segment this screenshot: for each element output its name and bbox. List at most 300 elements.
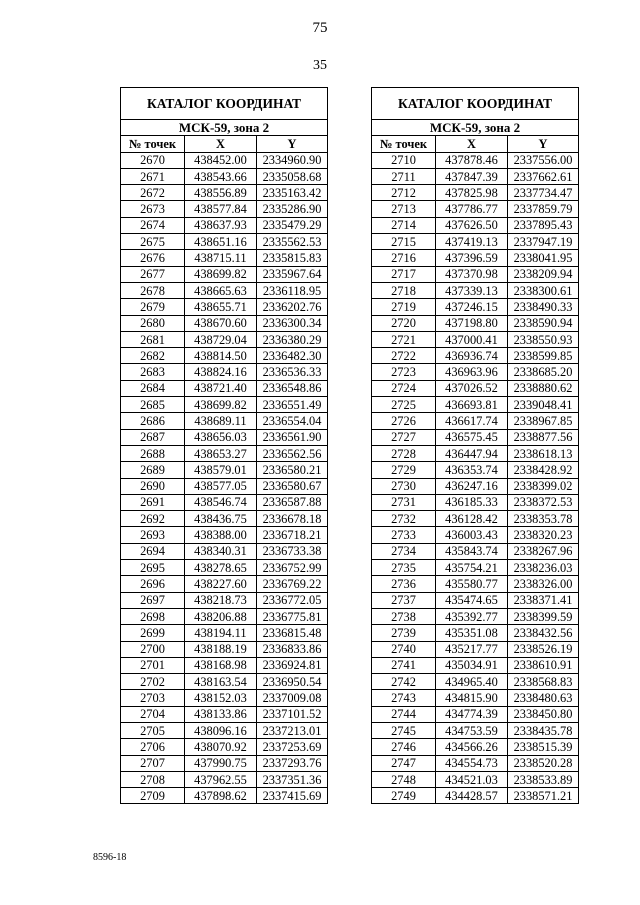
cell-point-number: 2702 [121, 674, 185, 690]
table-row [121, 690, 328, 706]
table-row [372, 331, 579, 347]
cell-point-number: 2715 [372, 234, 436, 250]
cell-point-number: 2706 [121, 739, 185, 755]
cell-y: 2338209.94 [508, 266, 579, 282]
cell-point-number: 2732 [372, 511, 436, 527]
cell-y: 2338571.21 [508, 788, 579, 804]
footer-code: 8596-18 [93, 852, 127, 863]
header-y: Y [508, 136, 579, 152]
cell-point-number: 2695 [121, 560, 185, 576]
cell-point-number: 2735 [372, 560, 436, 576]
cell-x: 438556.89 [185, 185, 257, 201]
table-row [121, 413, 328, 429]
table-row [372, 315, 579, 331]
cell-y: 2337556.00 [508, 152, 579, 168]
cell-x: 434521.03 [436, 771, 508, 787]
cell-x: 438577.05 [185, 478, 257, 494]
catalog-subtitle: МСК-59, зона 2 [372, 120, 579, 136]
cell-point-number: 2692 [121, 511, 185, 527]
cell-x: 437962.55 [185, 771, 257, 787]
cell-y: 2336300.34 [257, 315, 328, 331]
cell-x: 438814.50 [185, 348, 257, 364]
cell-y: 2336551.49 [257, 397, 328, 413]
cell-point-number: 2718 [372, 282, 436, 298]
table-row [372, 592, 579, 608]
table-row [372, 755, 579, 771]
cell-point-number: 2679 [121, 299, 185, 315]
cell-x: 437786.77 [436, 201, 508, 217]
table-row [121, 771, 328, 787]
cell-y: 2337662.61 [508, 168, 579, 184]
cell-point-number: 2670 [121, 152, 185, 168]
table-row [121, 478, 328, 494]
cell-x: 438168.98 [185, 657, 257, 673]
cell-x: 435392.77 [436, 608, 508, 624]
cell-x: 438670.60 [185, 315, 257, 331]
cell-point-number: 2687 [121, 429, 185, 445]
cell-point-number: 2689 [121, 462, 185, 478]
table-row [121, 168, 328, 184]
cell-x: 437370.98 [436, 266, 508, 282]
cell-x: 438689.11 [185, 413, 257, 429]
cell-y: 2337859.79 [508, 201, 579, 217]
table-row [121, 674, 328, 690]
table-row [372, 478, 579, 494]
header-x: X [436, 136, 508, 152]
table-row [372, 185, 579, 201]
cell-point-number: 2739 [372, 625, 436, 641]
cell-y: 2336733.38 [257, 543, 328, 559]
coordinate-catalog-table-left [120, 87, 328, 804]
table-row [121, 641, 328, 657]
cell-x: 437898.62 [185, 788, 257, 804]
cell-point-number: 2703 [121, 690, 185, 706]
cell-point-number: 2705 [121, 722, 185, 738]
cell-x: 438665.63 [185, 282, 257, 298]
cell-x: 437847.39 [436, 168, 508, 184]
cell-x: 438637.93 [185, 217, 257, 233]
cell-point-number: 2721 [372, 331, 436, 347]
table-row [121, 706, 328, 722]
cell-point-number: 2710 [372, 152, 436, 168]
table-row [372, 429, 579, 445]
cell-point-number: 2746 [372, 739, 436, 755]
cell-point-number: 2730 [372, 478, 436, 494]
cell-y: 2335815.83 [257, 250, 328, 266]
cell-x: 438824.16 [185, 364, 257, 380]
cell-y: 2335286.90 [257, 201, 328, 217]
cell-y: 2335967.64 [257, 266, 328, 282]
cell-point-number: 2733 [372, 527, 436, 543]
table-row [121, 445, 328, 461]
cell-y: 2336950.54 [257, 674, 328, 690]
cell-x: 435843.74 [436, 543, 508, 559]
table-row [121, 560, 328, 576]
table-row [121, 315, 328, 331]
cell-x: 435217.77 [436, 641, 508, 657]
sub-page-number: 35 [313, 58, 327, 73]
table-row [372, 217, 579, 233]
cell-x: 434566.26 [436, 739, 508, 755]
cell-x: 438715.11 [185, 250, 257, 266]
table-row [121, 380, 328, 396]
cell-point-number: 2745 [372, 722, 436, 738]
cell-y: 2338877.56 [508, 429, 579, 445]
cell-y: 2338568.83 [508, 674, 579, 690]
cell-point-number: 2672 [121, 185, 185, 201]
cell-point-number: 2690 [121, 478, 185, 494]
cell-point-number: 2698 [121, 608, 185, 624]
table-row [372, 625, 579, 641]
cell-y: 2336380.29 [257, 331, 328, 347]
cell-point-number: 2677 [121, 266, 185, 282]
table-row [372, 397, 579, 413]
table-row [372, 690, 579, 706]
cell-y: 2336482.30 [257, 348, 328, 364]
cell-x: 438699.82 [185, 266, 257, 282]
cell-y: 2335058.68 [257, 168, 328, 184]
cell-y: 2335479.29 [257, 217, 328, 233]
cell-x: 437825.98 [436, 185, 508, 201]
cell-y: 2338618.13 [508, 445, 579, 461]
cell-point-number: 2723 [372, 364, 436, 380]
cell-point-number: 2686 [121, 413, 185, 429]
cell-x: 438188.19 [185, 641, 257, 657]
cell-y: 2336562.56 [257, 445, 328, 461]
cell-x: 437246.15 [436, 299, 508, 315]
table-row [372, 299, 579, 315]
cell-y: 2338550.93 [508, 331, 579, 347]
cell-y: 2338610.91 [508, 657, 579, 673]
table-row [372, 576, 579, 592]
table-row [121, 397, 328, 413]
table-row [372, 364, 579, 380]
cell-point-number: 2738 [372, 608, 436, 624]
table-row [372, 250, 579, 266]
cell-y: 2338267.96 [508, 543, 579, 559]
table-row [121, 234, 328, 250]
cell-point-number: 2747 [372, 755, 436, 771]
cell-point-number: 2728 [372, 445, 436, 461]
cell-y: 2336752.99 [257, 560, 328, 576]
cell-point-number: 2699 [121, 625, 185, 641]
cell-y: 2334960.90 [257, 152, 328, 168]
cell-x: 438206.88 [185, 608, 257, 624]
cell-x: 438227.60 [185, 576, 257, 592]
table-row [372, 560, 579, 576]
cell-y: 2337351.36 [257, 771, 328, 787]
cell-y: 2336815.48 [257, 625, 328, 641]
cell-point-number: 2724 [372, 380, 436, 396]
table-row [372, 380, 579, 396]
page-number: 75 [312, 20, 328, 36]
cell-point-number: 2717 [372, 266, 436, 282]
cell-y: 2338399.02 [508, 478, 579, 494]
table-row [121, 511, 328, 527]
cell-x: 438388.00 [185, 527, 257, 543]
table-row [121, 576, 328, 592]
table-row [372, 445, 579, 461]
cell-point-number: 2741 [372, 657, 436, 673]
cell-x: 434428.57 [436, 788, 508, 804]
cell-point-number: 2691 [121, 494, 185, 510]
cell-x: 436575.45 [436, 429, 508, 445]
table-row [121, 152, 328, 168]
cell-point-number: 2744 [372, 706, 436, 722]
cell-point-number: 2676 [121, 250, 185, 266]
table-row [372, 527, 579, 543]
cell-y: 2336536.33 [257, 364, 328, 380]
cell-y: 2338399.59 [508, 608, 579, 624]
cell-y: 2336554.04 [257, 413, 328, 429]
cell-x: 437339.13 [436, 282, 508, 298]
cell-point-number: 2725 [372, 397, 436, 413]
cell-x: 438096.16 [185, 722, 257, 738]
cell-x: 437000.41 [436, 331, 508, 347]
table-row [372, 641, 579, 657]
cell-x: 436447.94 [436, 445, 508, 461]
cell-x: 434774.39 [436, 706, 508, 722]
table-row [372, 234, 579, 250]
table-row [372, 657, 579, 673]
cell-point-number: 2722 [372, 348, 436, 364]
table-row [121, 739, 328, 755]
table-row [121, 755, 328, 771]
table-row [372, 788, 579, 804]
table-row [372, 771, 579, 787]
cell-y: 2337009.08 [257, 690, 328, 706]
table-row [372, 511, 579, 527]
cell-point-number: 2729 [372, 462, 436, 478]
cell-y: 2338967.85 [508, 413, 579, 429]
cell-x: 435754.21 [436, 560, 508, 576]
cell-x: 438133.86 [185, 706, 257, 722]
cell-y: 2336548.86 [257, 380, 328, 396]
cell-y: 2338353.78 [508, 511, 579, 527]
cell-x: 438163.54 [185, 674, 257, 690]
cell-y: 2338041.95 [508, 250, 579, 266]
table-row [372, 674, 579, 690]
cell-point-number: 2740 [372, 641, 436, 657]
cell-x: 437419.13 [436, 234, 508, 250]
cell-y: 2338435.78 [508, 722, 579, 738]
cell-point-number: 2716 [372, 250, 436, 266]
cell-x: 435034.91 [436, 657, 508, 673]
cell-y: 2338590.94 [508, 315, 579, 331]
table-body [372, 152, 579, 804]
cell-point-number: 2726 [372, 413, 436, 429]
cell-x: 436185.33 [436, 494, 508, 510]
table-row [372, 462, 579, 478]
header-y: Y [257, 136, 328, 152]
cell-x: 434815.90 [436, 690, 508, 706]
cell-y: 2338371.41 [508, 592, 579, 608]
cell-x: 437626.50 [436, 217, 508, 233]
cell-point-number: 2675 [121, 234, 185, 250]
table-row [121, 592, 328, 608]
cell-y: 2336580.67 [257, 478, 328, 494]
cell-y: 2338520.28 [508, 755, 579, 771]
cell-point-number: 2731 [372, 494, 436, 510]
table-row [372, 494, 579, 510]
table-row [121, 527, 328, 543]
cell-y: 2336772.05 [257, 592, 328, 608]
table-row [372, 543, 579, 559]
cell-x: 438656.03 [185, 429, 257, 445]
cell-x: 435474.65 [436, 592, 508, 608]
cell-x: 438218.73 [185, 592, 257, 608]
cell-x: 438653.27 [185, 445, 257, 461]
table-row [121, 282, 328, 298]
cell-x: 438278.65 [185, 560, 257, 576]
cell-point-number: 2704 [121, 706, 185, 722]
header-x: X [185, 136, 257, 152]
cell-point-number: 2707 [121, 755, 185, 771]
cell-point-number: 2709 [121, 788, 185, 804]
cell-x: 436617.74 [436, 413, 508, 429]
cell-point-number: 2714 [372, 217, 436, 233]
cell-y: 2338515.39 [508, 739, 579, 755]
cell-y: 2337101.52 [257, 706, 328, 722]
cell-y: 2337293.76 [257, 755, 328, 771]
cell-x: 438546.74 [185, 494, 257, 510]
cell-y: 2336718.21 [257, 527, 328, 543]
cell-x: 436128.42 [436, 511, 508, 527]
cell-point-number: 2678 [121, 282, 185, 298]
table-row [121, 348, 328, 364]
cell-y: 2336769.22 [257, 576, 328, 592]
cell-y: 2338372.53 [508, 494, 579, 510]
cell-point-number: 2701 [121, 657, 185, 673]
cell-y: 2336833.86 [257, 641, 328, 657]
cell-point-number: 2680 [121, 315, 185, 331]
cell-y: 2338300.61 [508, 282, 579, 298]
table-row [372, 152, 579, 168]
cell-point-number: 2674 [121, 217, 185, 233]
table-row [121, 429, 328, 445]
cell-x: 437396.59 [436, 250, 508, 266]
cell-x: 438436.75 [185, 511, 257, 527]
table-row [372, 722, 579, 738]
cell-point-number: 2671 [121, 168, 185, 184]
table-row [372, 608, 579, 624]
cell-x: 436353.74 [436, 462, 508, 478]
cell-x: 437026.52 [436, 380, 508, 396]
cell-point-number: 2748 [372, 771, 436, 787]
cell-point-number: 2734 [372, 543, 436, 559]
table-row [121, 299, 328, 315]
cell-y: 2338599.85 [508, 348, 579, 364]
cell-x: 438655.71 [185, 299, 257, 315]
cell-point-number: 2713 [372, 201, 436, 217]
cell-y: 2338533.89 [508, 771, 579, 787]
cell-x: 438152.03 [185, 690, 257, 706]
table-body [121, 152, 328, 804]
cell-x: 438452.00 [185, 152, 257, 168]
cell-x: 438729.04 [185, 331, 257, 347]
cell-y: 2335163.42 [257, 185, 328, 201]
cell-y: 2336775.81 [257, 608, 328, 624]
cell-x: 437878.46 [436, 152, 508, 168]
cell-y: 2337415.69 [257, 788, 328, 804]
cell-point-number: 2711 [372, 168, 436, 184]
cell-point-number: 2712 [372, 185, 436, 201]
cell-x: 438577.84 [185, 201, 257, 217]
cell-y: 2338480.63 [508, 690, 579, 706]
table-row [121, 462, 328, 478]
cell-y: 2338326.00 [508, 576, 579, 592]
table-row [121, 364, 328, 380]
cell-y: 2337947.19 [508, 234, 579, 250]
cell-x: 438579.01 [185, 462, 257, 478]
cell-x: 438721.40 [185, 380, 257, 396]
cell-point-number: 2736 [372, 576, 436, 592]
cell-x: 436003.43 [436, 527, 508, 543]
cell-point-number: 2681 [121, 331, 185, 347]
header-point-number: № точек [372, 136, 436, 152]
cell-y: 2338428.92 [508, 462, 579, 478]
table-row [372, 168, 579, 184]
table-row [372, 739, 579, 755]
table-row [372, 282, 579, 298]
table-row [121, 201, 328, 217]
cell-point-number: 2697 [121, 592, 185, 608]
cell-x: 436247.16 [436, 478, 508, 494]
table-row [121, 494, 328, 510]
cell-y: 2338450.80 [508, 706, 579, 722]
cell-y: 2338432.56 [508, 625, 579, 641]
cell-y: 2335562.53 [257, 234, 328, 250]
cell-point-number: 2720 [372, 315, 436, 331]
table-row [121, 625, 328, 641]
cell-x: 434554.73 [436, 755, 508, 771]
table-row [121, 331, 328, 347]
cell-x: 437990.75 [185, 755, 257, 771]
cell-point-number: 2737 [372, 592, 436, 608]
cell-point-number: 2682 [121, 348, 185, 364]
cell-y: 2338526.19 [508, 641, 579, 657]
cell-x: 438194.11 [185, 625, 257, 641]
table-row [121, 722, 328, 738]
cell-x: 434965.40 [436, 674, 508, 690]
cell-x: 438070.92 [185, 739, 257, 755]
cell-point-number: 2743 [372, 690, 436, 706]
cell-point-number: 2688 [121, 445, 185, 461]
table-row [372, 413, 579, 429]
cell-y: 2338490.33 [508, 299, 579, 315]
table-row [121, 185, 328, 201]
cell-y: 2336924.81 [257, 657, 328, 673]
table-row [372, 706, 579, 722]
cell-y: 2336118.95 [257, 282, 328, 298]
table-row [121, 250, 328, 266]
table-row [121, 788, 328, 804]
cell-y: 2337895.43 [508, 217, 579, 233]
cell-x: 438543.66 [185, 168, 257, 184]
cell-point-number: 2742 [372, 674, 436, 690]
cell-point-number: 2693 [121, 527, 185, 543]
cell-x: 438340.31 [185, 543, 257, 559]
cell-y: 2338880.62 [508, 380, 579, 396]
table-row [372, 348, 579, 364]
cell-x: 434753.59 [436, 722, 508, 738]
table-row [121, 266, 328, 282]
cell-y: 2337213.01 [257, 722, 328, 738]
cell-point-number: 2749 [372, 788, 436, 804]
catalog-title: КАТАЛОГ КООРДИНАТ [121, 88, 328, 120]
cell-x: 436936.74 [436, 348, 508, 364]
cell-x: 435351.08 [436, 625, 508, 641]
